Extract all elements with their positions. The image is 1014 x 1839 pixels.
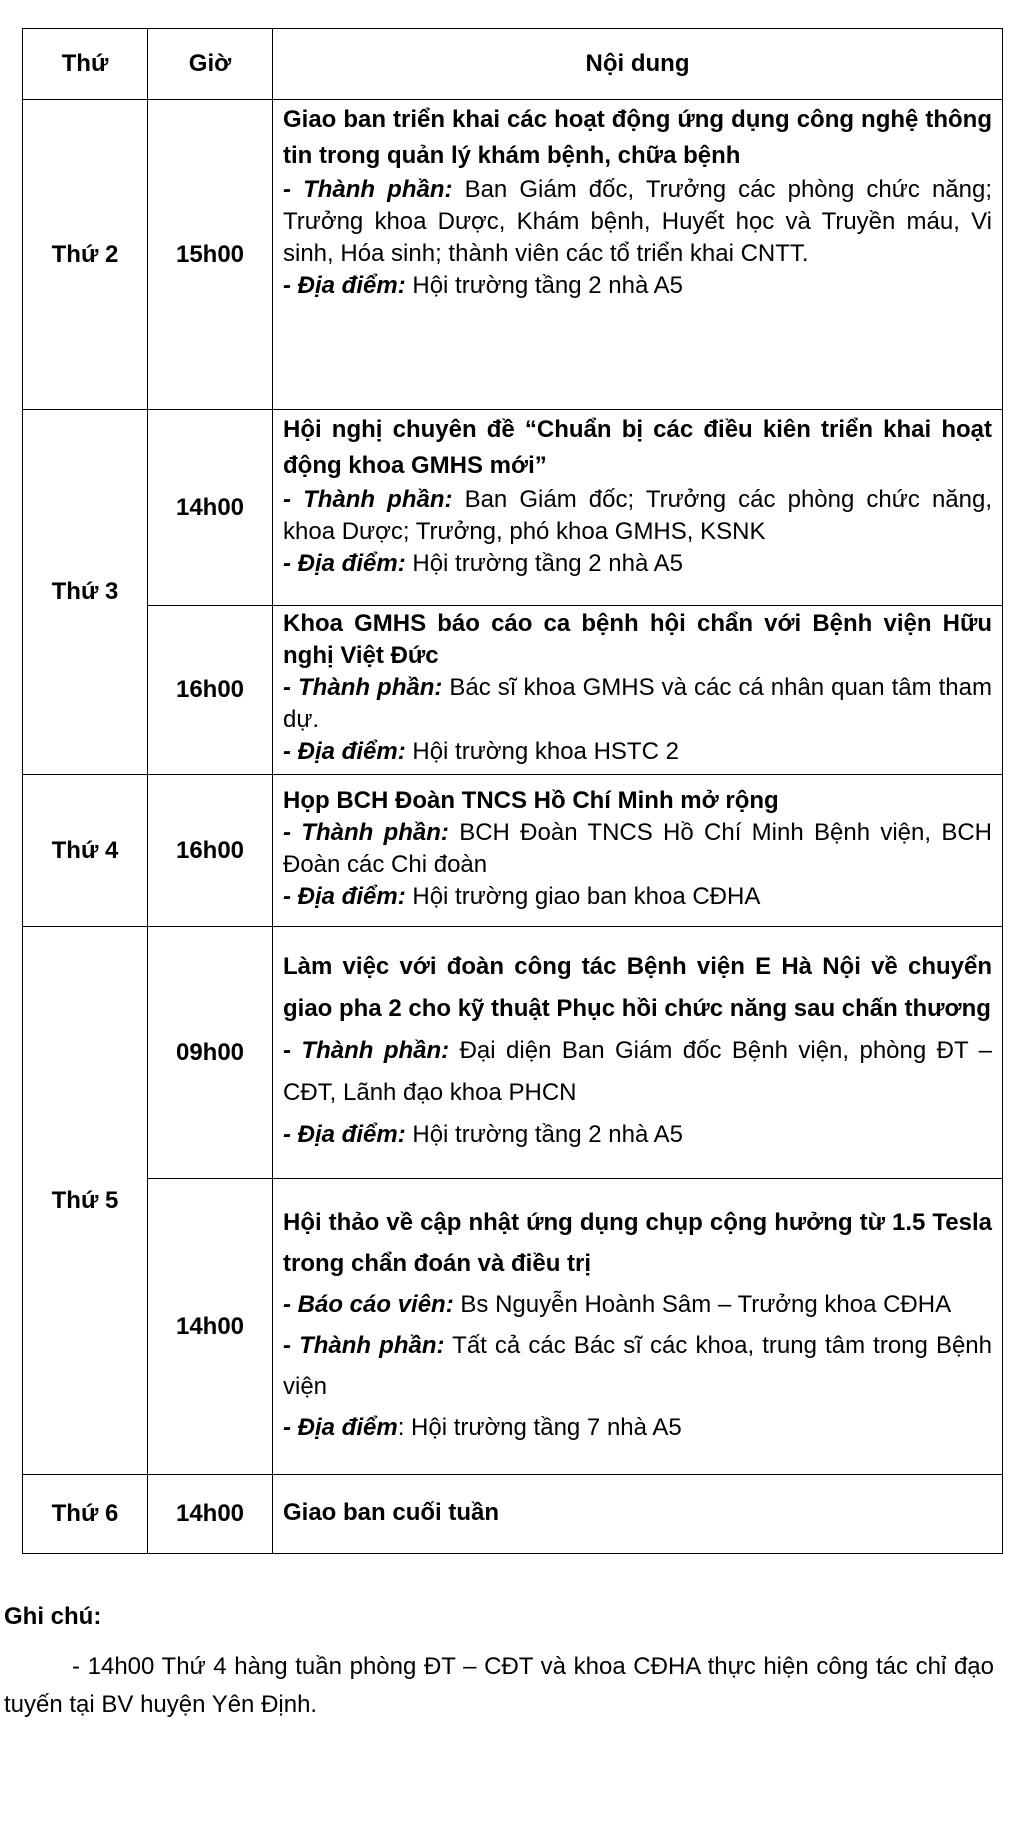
location-label: - Địa điểm: [283,738,406,765]
location-text: Hội trường khoa HSTC 2 [405,738,679,765]
reporter-label: - Báo cáo viên: [283,1290,454,1318]
event-title: Giao ban cuối tuần [283,1498,500,1526]
day-cell: Thứ 6 [23,1475,148,1554]
location-line [283,270,992,302]
participants-label: - Thành phần: [283,818,449,846]
table-row [23,927,1003,1179]
table-row [23,1179,1003,1475]
participants-label: - Thành phần: [283,1331,445,1359]
content-cell [273,606,1003,775]
event-title: Khoa GMHS báo cáo ca bệnh hội chẩn với Bệnh viện Hữu nghị Việt Đức [283,610,992,669]
participants-line [283,1030,992,1114]
location-text: Hội trường tầng 2 nhà A5 [405,1120,683,1148]
location-line [283,881,992,913]
content-cell [273,100,1003,410]
location-text: : Hội trường tầng 7 nhà A5 [397,1413,682,1441]
participants-label: - Thành phần: [283,486,453,513]
content-cell [273,1475,1003,1554]
event-title: Hội nghị chuyên đề “Chuẩn bị các điều kiên triển khai hoạt động khoa GMHS mới” [283,416,992,479]
location-label: - Địa điểm [283,1413,398,1441]
participants-line [283,817,992,881]
table-row [23,606,1003,775]
event-title: Họp BCH Đoàn TNCS Hồ Chí Minh mở rộng [283,786,779,814]
participants-text: BCH Đoàn TNCS Hồ Chí Minh Bệnh viện, BCH Đoàn các Chi đoàn [283,818,993,878]
location-label: - Địa điểm: [283,1120,406,1148]
day-cell: Thứ 5 [23,927,148,1475]
day-cell: Thứ 3 [23,410,148,775]
time-cell: 14h00 [148,1475,273,1554]
participants-line [283,174,992,270]
header-day: Thứ [23,29,148,100]
content-cell [273,1179,1003,1475]
day-cell: Thứ 4 [23,775,148,927]
reporter-text: Bs Nguyễn Hoành Sâm – Trưởng khoa CĐHA [453,1290,952,1318]
participants-text: Ban Giám đốc, Trưởng các phòng chức năng; Trưởng khoa Dược, Khám bệnh, Huyết học và Truyền máu, Vi sinh, Hóa sinh; thành viên các tổ triển khai CNTT. [283,176,992,267]
participants-text: Đại diện Ban Giám đốc Bệnh viện, phòng ĐT – CĐT, Lãnh đạo khoa PHCN [283,1036,992,1106]
table-row [23,1475,1003,1554]
location-line [283,736,992,768]
header-content: Nội dung [273,29,1003,100]
table-row [23,775,1003,927]
content-cell [273,775,1003,927]
time-cell: 15h00 [148,100,273,410]
time-cell: 14h00 [148,410,273,606]
note-body: - 14h00 Thứ 4 hàng tuần phòng ĐT – CĐT và khoa CĐHA thực hiện công tác chỉ đạo tuyến tại BV huyện Yên Định. [4,1653,994,1718]
event-title: Hội thảo về cập nhật ứng dụng chụp cộng hưởng từ 1.5 Tesla trong chẩn đoán và điều trị [283,1208,992,1277]
table-row [23,100,1003,410]
location-line [283,1114,992,1156]
reporter-line [283,1284,992,1325]
location-text: Hội trường tầng 2 nhà A5 [405,550,683,577]
location-label: - Địa điểm: [283,272,406,299]
location-line [283,548,992,580]
participants-line [283,1325,992,1407]
table-row [23,410,1003,606]
time-cell: 16h00 [148,775,273,927]
header-time: Giờ [148,29,273,100]
location-label: - Địa điểm: [283,882,406,910]
participants-label: - Thành phần: [283,176,453,203]
note-title: Ghi chú: [4,1603,102,1630]
location-text: Hội trường tầng 2 nhà A5 [405,272,683,299]
location-line [283,1407,992,1448]
participants-text: Bác sĩ khoa GMHS và các cá nhân quan tâm tham dự. [283,674,992,733]
time-cell: 14h00 [148,1179,273,1475]
location-text: Hội trường giao ban khoa CĐHA [405,882,761,910]
schedule-table [22,28,1003,1554]
participants-line [283,672,992,736]
participants-label: - Thành phần: [283,1036,450,1064]
table-header-row [23,29,1003,100]
time-cell: 09h00 [148,927,273,1179]
event-title: Giao ban triển khai các hoạt động ứng dụng công nghệ thông tin trong quản lý khám bệnh, chữa bệnh [283,106,992,169]
participants-label: - Thành phần: [283,674,443,701]
event-title: Làm việc với đoàn công tác Bệnh viện E Hà Nội về chuyển giao pha 2 cho kỹ thuật Phục hồi chức năng sau chấn thương [283,952,992,1022]
content-cell [273,410,1003,606]
location-label: - Địa điểm: [283,550,406,577]
participants-text: Ban Giám đốc; Trưởng các phòng chức năng, khoa Dược; Trưởng, phó khoa GMHS, KSNK [283,486,992,545]
time-cell: 16h00 [148,606,273,775]
participants-line [283,484,992,548]
day-cell: Thứ 2 [23,100,148,410]
content-cell [273,927,1003,1179]
participants-text: Tất cả các Bác sĩ các khoa, trung tâm trong Bệnh viện [283,1331,992,1400]
